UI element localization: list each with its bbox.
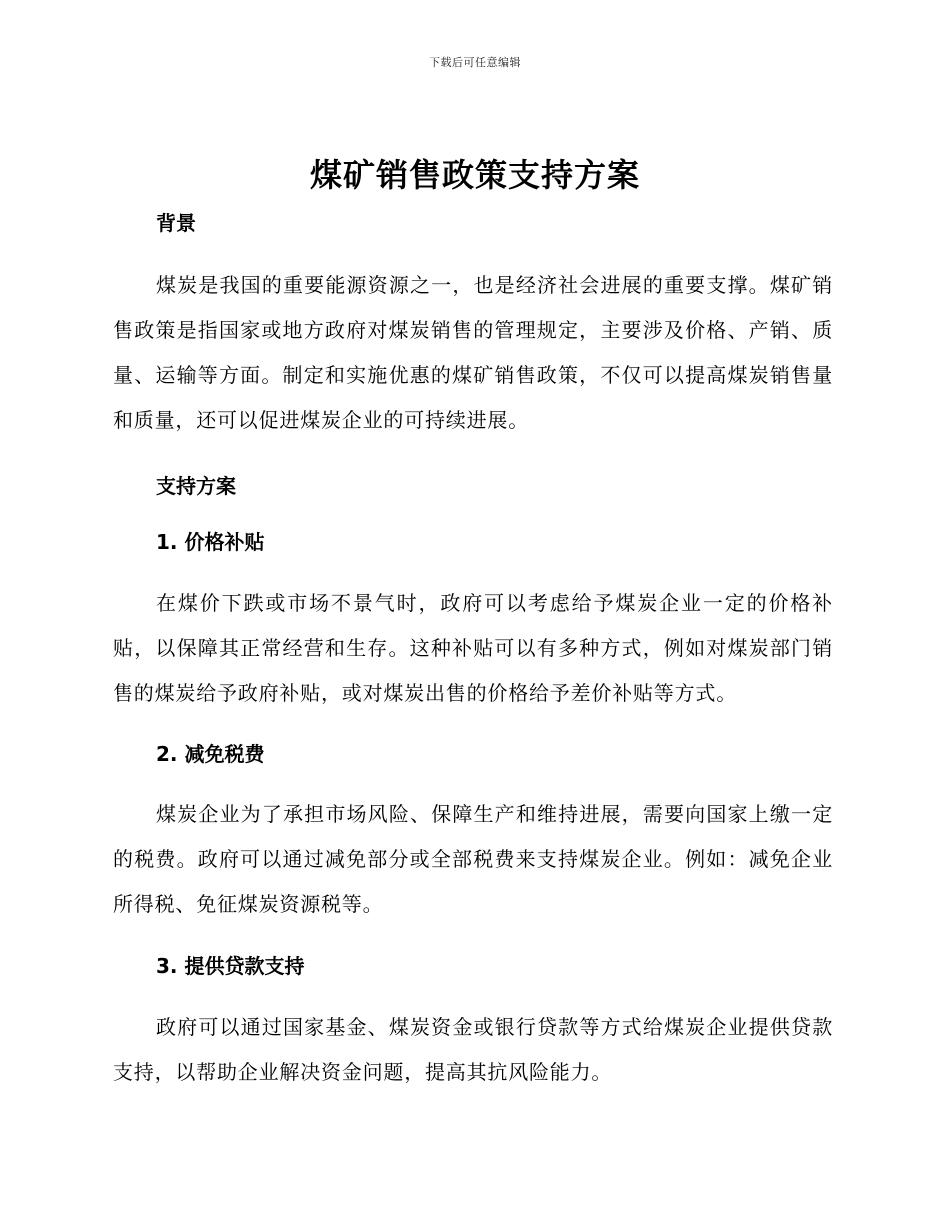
paragraph-background: 煤炭是我国的重要能源资源之一，也是经济社会进展的重要支撑。煤矿销售政策是指国家或地方政府对煤炭销售的管理规定，主要涉及价格、产销、质量、运输等方面。制定和实施优惠的煤矿销售政策，不仅可以提高煤炭销售量和质量，还可以促进煤炭企业的可持续进展。 [113,273,833,432]
paragraph-loan-support: 政府可以通过国家基金、煤炭资金或银行贷款等方式给煤炭企业提供贷款支持，以帮助企业解决资金问题，提高其抗风险能力。 [113,1015,833,1084]
header-note: 下载后可任意编辑 [429,56,521,69]
section-heading-plan: 支持方案 [156,474,236,498]
subsection-heading-price-subsidy: 1. 价格补贴 [156,530,265,554]
paragraph-price-subsidy: 在煤价下跌或市场不景气时，政府可以考虑给予煤炭企业一定的价格补贴，以保障其正常经营和生存。这种补贴可以有多种方式，例如对煤炭部门销售的煤炭给予政府补贴，或对煤炭出售的价格给予差价补贴等方式。 [113,591,833,705]
paragraph-tax-reduction: 煤炭企业为了承担市场风险、保障生产和维持进展，需要向国家上缴一定的税费。政府可以通过减免部分或全部税费来支持煤炭企业。例如：减免企业所得税、免征煤炭资源税等。 [113,802,833,916]
section-heading-background: 背景 [156,211,196,235]
subsection-heading-loan-support: 3. 提供贷款支持 [156,954,305,978]
subsection-heading-tax-reduction: 2. 减免税费 [156,742,265,766]
document-body [113,208,833,1095]
document-title: 煤矿销售政策支持方案 [309,156,640,194]
